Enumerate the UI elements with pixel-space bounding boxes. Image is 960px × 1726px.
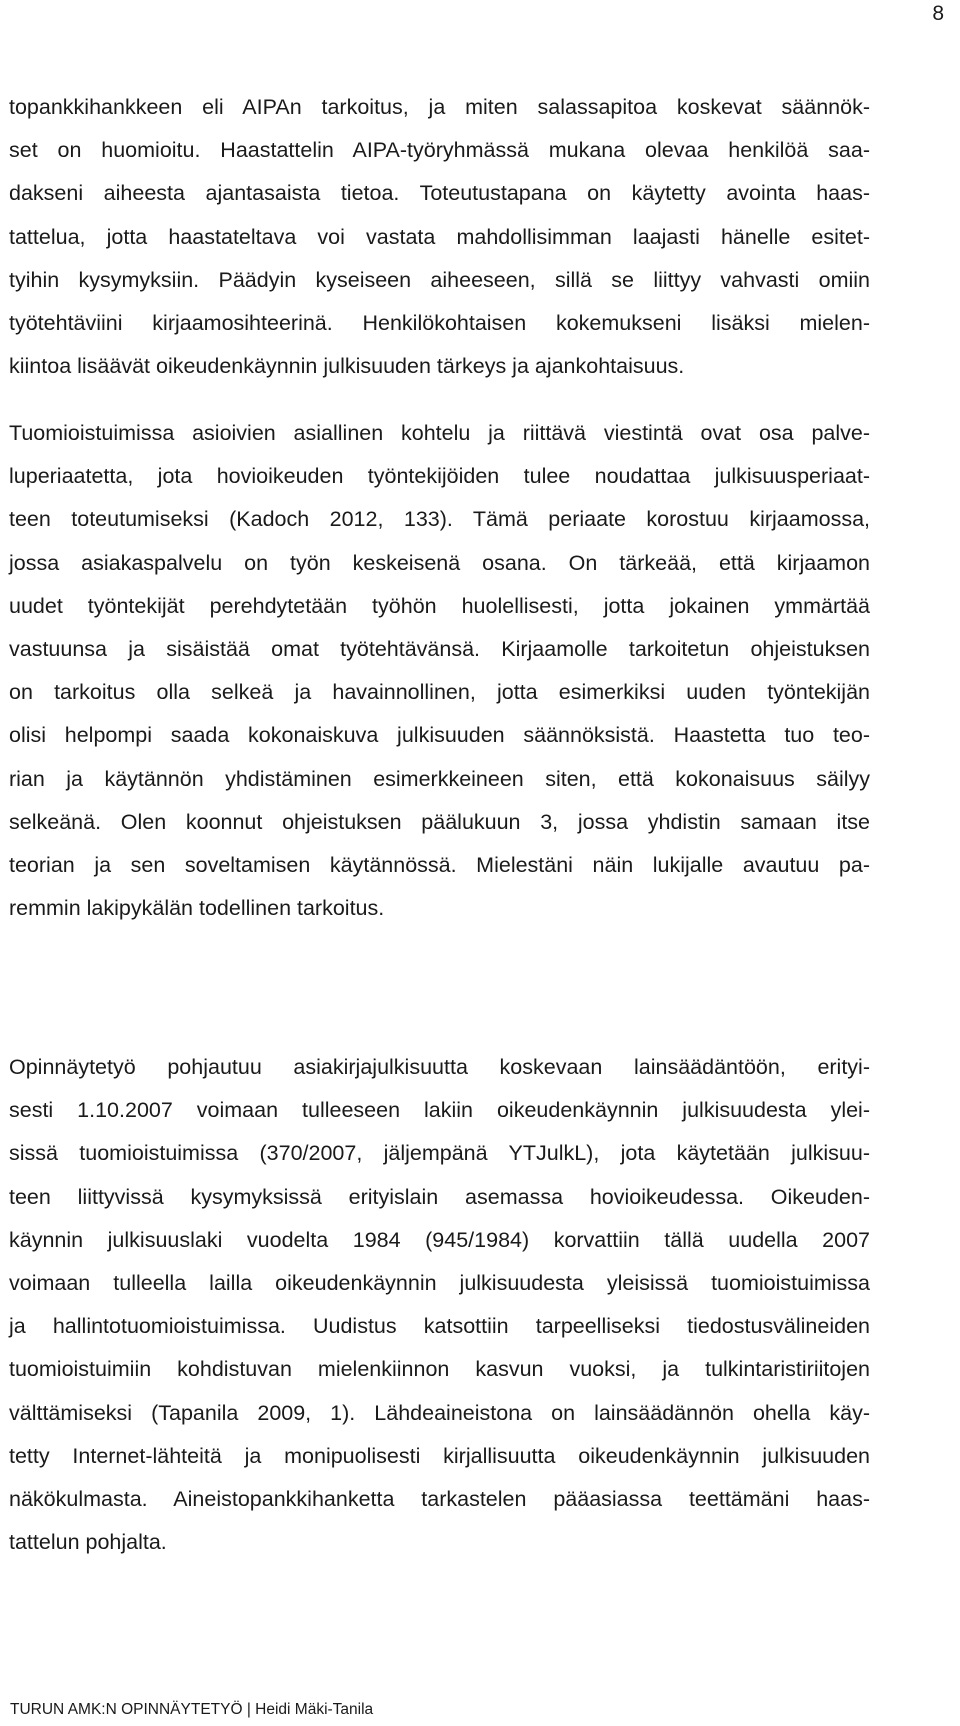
- paragraph-3-line: tuomioistuimiin kohdistuvan mielenkiinnon kasvun vuoksi, ja tulkintaristiriitojen: [9, 1357, 870, 1381]
- paragraph-3-line: sissä tuomioistuimissa (370/2007, jäljempänä YTJulkL), jota käytetään julkisuu-: [9, 1141, 870, 1165]
- paragraph-2-line: Tuomioistuimissa asioivien asiallinen kohtelu ja riittävä viestintä ovat osa palve-: [9, 421, 870, 445]
- paragraph-2-line: selkeänä. Olen koonnut ohjeistuksen päälukuun 3, jossa yhdistin samaan itse: [9, 810, 870, 834]
- paragraph-3-line: ja hallintotuomioistuimissa. Uudistus katsottiin tarpeelliseksi tiedostusvälineiden: [9, 1314, 870, 1338]
- paragraph-2-line: remmin lakipykälän todellinen tarkoitus.: [9, 896, 385, 920]
- paragraph-1-line: työtehtäviini kirjaamosihteerinä. Henkilökohtaisen kokemukseni lisäksi mielen-: [9, 311, 870, 335]
- paragraph-3-line: Opinnäytetyö pohjautuu asiakirjajulkisuutta koskevaan lainsäädäntöön, erityi-: [9, 1055, 870, 1079]
- page-number: 8: [932, 2, 944, 25]
- footer: TURUN AMK:N OPINNÄYTETYÖ | Heidi Mäki-Tanila: [10, 1701, 374, 1718]
- paragraph-1-line: topankkihankkeen eli AIPAn tarkoitus, ja miten salassapitoa koskevat säännök-: [9, 95, 870, 119]
- paragraph-3-line: voimaan tulleella lailla oikeudenkäynnin julkisuudesta yleisissä tuomioistuimissa: [9, 1271, 870, 1295]
- paragraph-3-line: käynnin julkisuuslaki vuodelta 1984 (945/1984) korvattiin tällä uudella 2007: [9, 1228, 870, 1252]
- paragraph-3-line: teen liittyvissä kysymyksissä erityislain asemassa hovioikeudessa. Oikeuden-: [9, 1185, 870, 1209]
- paragraph-3-line: välttämiseksi (Tapanila 2009, 1). Lähdeaineistona on lainsäädännön ohella käy-: [9, 1401, 870, 1425]
- paragraph-2-line: luperiaatetta, jota hovioikeuden työntekijöiden tulee noudattaa julkisuusperiaat-: [9, 464, 870, 488]
- paragraph-2-line: on tarkoitus olla selkeä ja havainnollinen, jotta esimerkiksi uuden työntekijän: [9, 680, 870, 704]
- paragraph-1-line: tyihin kysymyksiin. Päädyin kyseiseen aiheeseen, sillä se liittyy vahvasti omiin: [9, 268, 870, 292]
- paragraph-2-line: uudet työntekijät perehdytetään työhön huolellisesti, jotta jokainen ymmärtää: [9, 594, 870, 618]
- paragraph-3-line: tetty Internet-lähteitä ja monipuolisesti kirjallisuutta oikeudenkäynnin julkisuuden: [9, 1444, 870, 1468]
- paragraph-1-line: set on huomioitu. Haastattelin AIPA-työryhmässä mukana olevaa henkilöä saa-: [9, 138, 870, 162]
- paragraph-3-line: näkökulmasta. Aineistopankkihanketta tarkastelen pääasiassa teettämäni haas-: [9, 1487, 870, 1511]
- paragraph-2-line: vastuunsa ja sisäistää omat työtehtävänsä. Kirjaamolle tarkoitetun ohjeistuksen: [9, 637, 870, 661]
- paragraph-1-line: dakseni aiheesta ajantasaista tietoa. Toteutustapana on käytetty avointa haas-: [9, 181, 870, 205]
- paragraph-2-line: rian ja käytännön yhdistäminen esimerkkeineen siten, että kokonaisuus säilyy: [9, 767, 870, 791]
- paragraph-2-line: teorian ja sen soveltamisen käytännössä. Mielestäni näin lukijalle avautuu pa-: [9, 853, 870, 877]
- paragraph-2-line: teen toteutumiseksi (Kadoch 2012, 133). Tämä periaate korostuu kirjaamossa,: [9, 507, 870, 531]
- paragraph-1-line: tattelua, jotta haastateltava voi vastata mahdollisimman laajasti hänelle esitet-: [9, 225, 870, 249]
- paragraph-3-line: sesti 1.10.2007 voimaan tulleeseen lakiin oikeudenkäynnin julkisuudesta ylei-: [9, 1098, 870, 1122]
- paragraph-2-line: olisi helpompi saada kokonaiskuva julkisuuden säännöksistä. Haastetta tuo teo-: [9, 723, 870, 747]
- paragraph-3-line: tattelun pohjalta.: [9, 1530, 167, 1554]
- paragraph-2-line: jossa asiakaspalvelu on työn keskeisenä osana. On tärkeää, että kirjaamon: [9, 551, 870, 575]
- paragraph-1-line: kiintoa lisäävät oikeudenkäynnin julkisuuden tärkeys ja ajankohtaisuus.: [9, 354, 685, 378]
